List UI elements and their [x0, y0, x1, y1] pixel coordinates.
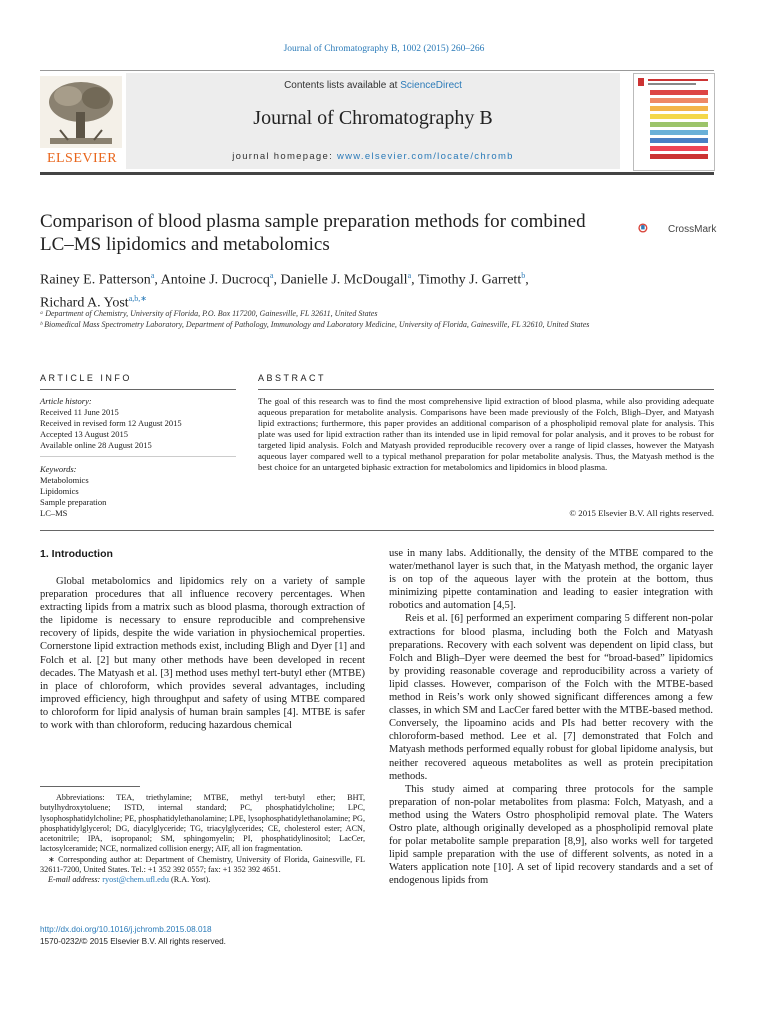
author-affiliation-mark[interactable]: a: [150, 271, 155, 280]
journal-cover-thumbnail: [633, 73, 715, 171]
abbreviations-footnote: Abbreviations: TEA, triethylamine; MTBE, methyl tert-butyl ether; BHT, butylhydroxytoluene; ISTD, internal standard; PC, phosphatidylcholine; LPC, lysophosphatidylcholine; PE, phosphatidylethanolamine; LPE, lysophosphatidylethanolamine; PG, phosphatidylglycerol; DG, diacylglyceride; TG, triacylglycerides; CE, cholesterol ester; ACN, acetonitrile; IPA, isopropanol; SM, sphingomyelin; PI, phosphatidylinositol; LacCer, lactosylceramide; NCE, normalized collision energy; AIF, all ion fragmentation.: [40, 793, 365, 854]
contents-line: [126, 80, 620, 91]
paragraph: Reis et al. [6] performed an experiment comparing 5 different non-polar extractions for blood plasma, including both the Folch and Matyash preparations. Recovery with each solvent was dependent on lipid class, but Folch and Bligh–Dyer were deemed the best for “broad-based” lipidomics by providing reasonable coverage and reproducibility across a variety of lipid classes. However, comparison of the Folch with the MTBE-based method in Reis’s work only showed significant differences among a few classes, in which SM and LacCer fared better with the MTBE-based method. Conversely, the lipoamino acids and PIs had better recovery with the chloroform-based method. Lee et al. [7] demonstrated that Folch and Matyash methods performed equally robust for global lipidome analysis, but neither recovered aqueous metabolites as well as protein precipitation methods.: [389, 613, 713, 782]
paragraph: This study aimed at comparing three protocols for the sample preparation of non-polar metabolites from plasma: Folch, Matyash, and a method using the Waters Ostro phospholipid removal plate. The Waters Ostro plate, although originally developed as a phospholipid removal plate for polar metabolite sample preparation [8,9], also works well for targeted lipid sample preparation with the use of different solvents, as noted in a Waters application note [10]. A set of lipid recovery standards and a set of endogenous lipids from: [389, 783, 713, 887]
email-suffix: (R.A. Yost).: [168, 875, 211, 885]
journal-name: Journal of Chromatography B: [253, 107, 493, 129]
author-name: Danielle J. McDougall: [280, 272, 408, 288]
body-column-right: [389, 547, 713, 887]
author-affiliation-mark[interactable]: a: [407, 271, 412, 280]
doi-link[interactable]: http://dx.doi.org/10.1016/j.jchromb.2015.08.018: [40, 925, 212, 934]
divider: [40, 530, 714, 531]
issn-line: 1570-0232/© 2015 Elsevier B.V. All rights reserved.: [40, 937, 226, 946]
homepage-link[interactable]: www.elsevier.com/locate/chromb: [336, 151, 514, 162]
author-affiliation-mark[interactable]: b: [521, 271, 526, 280]
author-name: Antoine J. Ducrocq: [160, 272, 270, 288]
email-link[interactable]: ryost@chem.ufl.edu: [102, 875, 169, 885]
history-label: Article history:: [40, 396, 92, 406]
article-title: Comparison of blood plasma sample preparation methods for combined LC–MS lipidomics and metabolomics: [40, 211, 586, 255]
journal-homepage: [126, 151, 620, 162]
sciencedirect-link[interactable]: ScienceDirect: [400, 80, 462, 91]
corresponding-author-footnote: ∗ Corresponding author at: Department of Chemistry, University of Florida, Gainesville, FL 32611-7200, United States. Tel.: +1 352 392 0557; fax: +1 352 392 4651.: [40, 854, 365, 875]
email-footnote: [40, 875, 365, 885]
keyword: Metabolomics: [40, 475, 89, 485]
article-history: [40, 396, 236, 451]
footnotes: [40, 793, 365, 886]
abstract-heading: ABSTRACT: [258, 373, 327, 383]
homepage-label: journal homepage:: [232, 151, 337, 162]
affiliations: [40, 308, 680, 330]
footnote-rule: [40, 786, 140, 787]
paragraph: Global metabolomics and lipidomics rely on a variety of sample preparation procedures that all influence recovery percentages. When extracting lipids from a matrix such as blood plasma, thorough extraction of the lipidome is necessary to ensure reproducible and comprehensive recovery of lipids, despite the wide variation in physiochemical properties. Cornerstone lipid extraction methods exist, including Bligh and Dyer [1] and Folch et al. [2] but many other methods have been developed in recent decades. The Matyash et al. [3] method uses methyl tert-butyl ether (MTBE) in place of chloroform, which provides several advantages, including improved efficiency, high throughput and safety of using MTBE compared to chloroform for lipid analysis of human brain samples [4]. MTBE is safer to work with than chloroform, reducing hazardous chemical: [40, 576, 365, 732]
crossmark-icon[interactable]: [638, 212, 666, 244]
author-name: Richard A. Yost: [40, 295, 129, 311]
history-item: Accepted 13 August 2015: [40, 429, 129, 439]
header-top-rule: [40, 70, 714, 71]
contents-prefix: Contents lists available at: [284, 80, 401, 91]
publisher-name: ELSEVIER: [46, 151, 118, 166]
body-column-left: [40, 575, 365, 732]
article-info-heading: ARTICLE INFO: [40, 373, 132, 383]
paragraph: use in many labs. Additionally, the density of the MTBE compared to the water/methanol layer is such that, in the Matyash method, the organic layer is on top of the aqueous layer with the protein at the bottom, thus minimizing pipette contamination and leading to easier integration with robotics and automation [4,5].: [389, 548, 713, 612]
keyword: LC–MS: [40, 508, 68, 518]
affiliation-a: ᵃ Department of Chemistry, University of Florida, P.O. Box 117200, Gainesville, FL 32611, United States: [40, 309, 378, 318]
affiliation-b: ᵇ Biomedical Mass Spectrometry Laboratory, Department of Pathology, Immunology and Laboratory Medicine, University of Florida, Gainesville, FL 32610, United States: [40, 320, 590, 329]
author-affiliation-mark[interactable]: a: [269, 271, 274, 280]
header-bottom-rule: [40, 172, 714, 175]
author-name: Timothy J. Garrett: [417, 272, 522, 288]
divider: [40, 389, 236, 390]
author-name: Rainey E. Patterson: [40, 272, 151, 288]
keyword: Lipidomics: [40, 486, 79, 496]
crossmark-label[interactable]: CrossMark: [668, 224, 717, 235]
divider: [258, 389, 714, 390]
email-label: E-mail address:: [48, 875, 103, 885]
author-list: Rainey E. Patterson$^a$, Antoine J. Ducrocq$^a$, Danielle J. McDougall$^a$, Timothy J. Garrett$^b$, Richard A. Yost$^{a,b,∗}$: [40, 271, 529, 311]
section-heading: 1. Introduction: [40, 548, 113, 560]
keywords: [40, 464, 236, 519]
abstract-text: The goal of this research was to find the most comprehensive lipid extraction of blood plasma, while also providing adequate aqueous preparation for metabolite analysis. Comparisons have been made previously of the Folch, Bligh–Dyer, and Matyash lipid extractions; furthermore, this paper provides an additional comparison of a phospholipid removal plate for analysis. This plate was used for lipid extraction rather than its intended use in lipid removal for polar analysis, and it proves to be robust for targeted lipid analysis. Folch and Matyash provided reproducible recovery over a range of lipid classes, however the Matyash aqueous layer compared well to a typical methanol preparation for polar metabolite analysis. Thus, the Matyash method is the best choice for an untargeted biphasic extraction for metabolomics and lipidomics in blood plasma.: [258, 396, 714, 472]
journal-citation[interactable]: Journal of Chromatography B, 1002 (2015) 260–266: [283, 44, 485, 54]
keyword: Sample preparation: [40, 497, 107, 507]
author-affiliation-mark[interactable]: a,b,∗: [128, 293, 147, 303]
history-item: Received 11 June 2015: [40, 407, 119, 417]
abstract-copyright: © 2015 Elsevier B.V. All rights reserved.: [569, 508, 714, 518]
keywords-label: Keywords:: [40, 464, 77, 474]
divider: [40, 456, 236, 457]
history-item: Received in revised form 12 August 2015: [40, 418, 182, 428]
history-item: Available online 28 August 2015: [40, 440, 152, 450]
